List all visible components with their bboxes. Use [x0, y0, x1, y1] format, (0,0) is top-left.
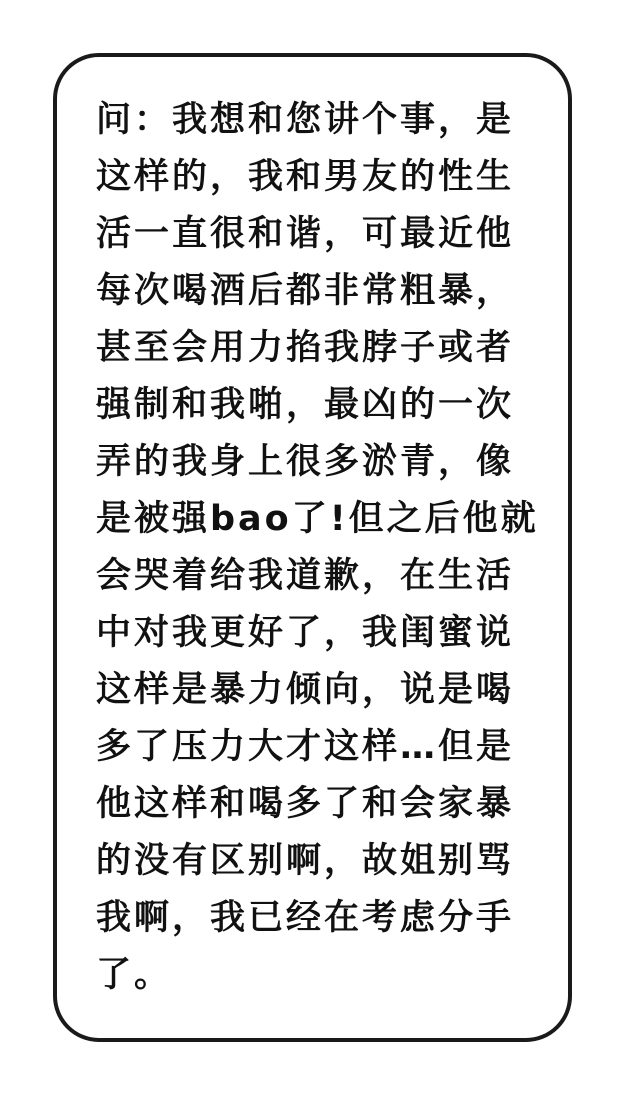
text-line: 多了压力大才这样…但是 — [96, 727, 515, 767]
text-line: 强制和我啪，最凶的一次 — [96, 385, 515, 425]
text-line: 他这样和喝多了和会家暴 — [96, 784, 515, 824]
text-line: 弄的我身上很多淤青，像 — [96, 442, 515, 482]
text-line: 会哭着给我道歉，在生活 — [96, 556, 515, 596]
text-line: 的没有区别啊，故姐别骂 — [96, 841, 515, 881]
text-line: 活一直很和谐，可最近他 — [96, 214, 515, 254]
text-line: 问：我想和您讲个事，是 — [96, 100, 515, 140]
text-line: 这样的，我和男友的性生 — [96, 157, 515, 197]
text-line: 这样是暴力倾向，说是喝 — [96, 670, 515, 710]
text-line: 每次喝酒后都非常粗暴， — [96, 271, 515, 311]
text-line: 了。 — [96, 955, 173, 995]
text-line: 中对我更好了，我闺蜜说 — [96, 613, 515, 653]
text-line: 甚至会用力掐我脖子或者 — [96, 328, 515, 368]
text-line: 我啊，我已经在考虑分手 — [96, 898, 515, 938]
message-text — [96, 92, 539, 1004]
text-line: 是被强bao了!但之后他就 — [96, 499, 539, 539]
